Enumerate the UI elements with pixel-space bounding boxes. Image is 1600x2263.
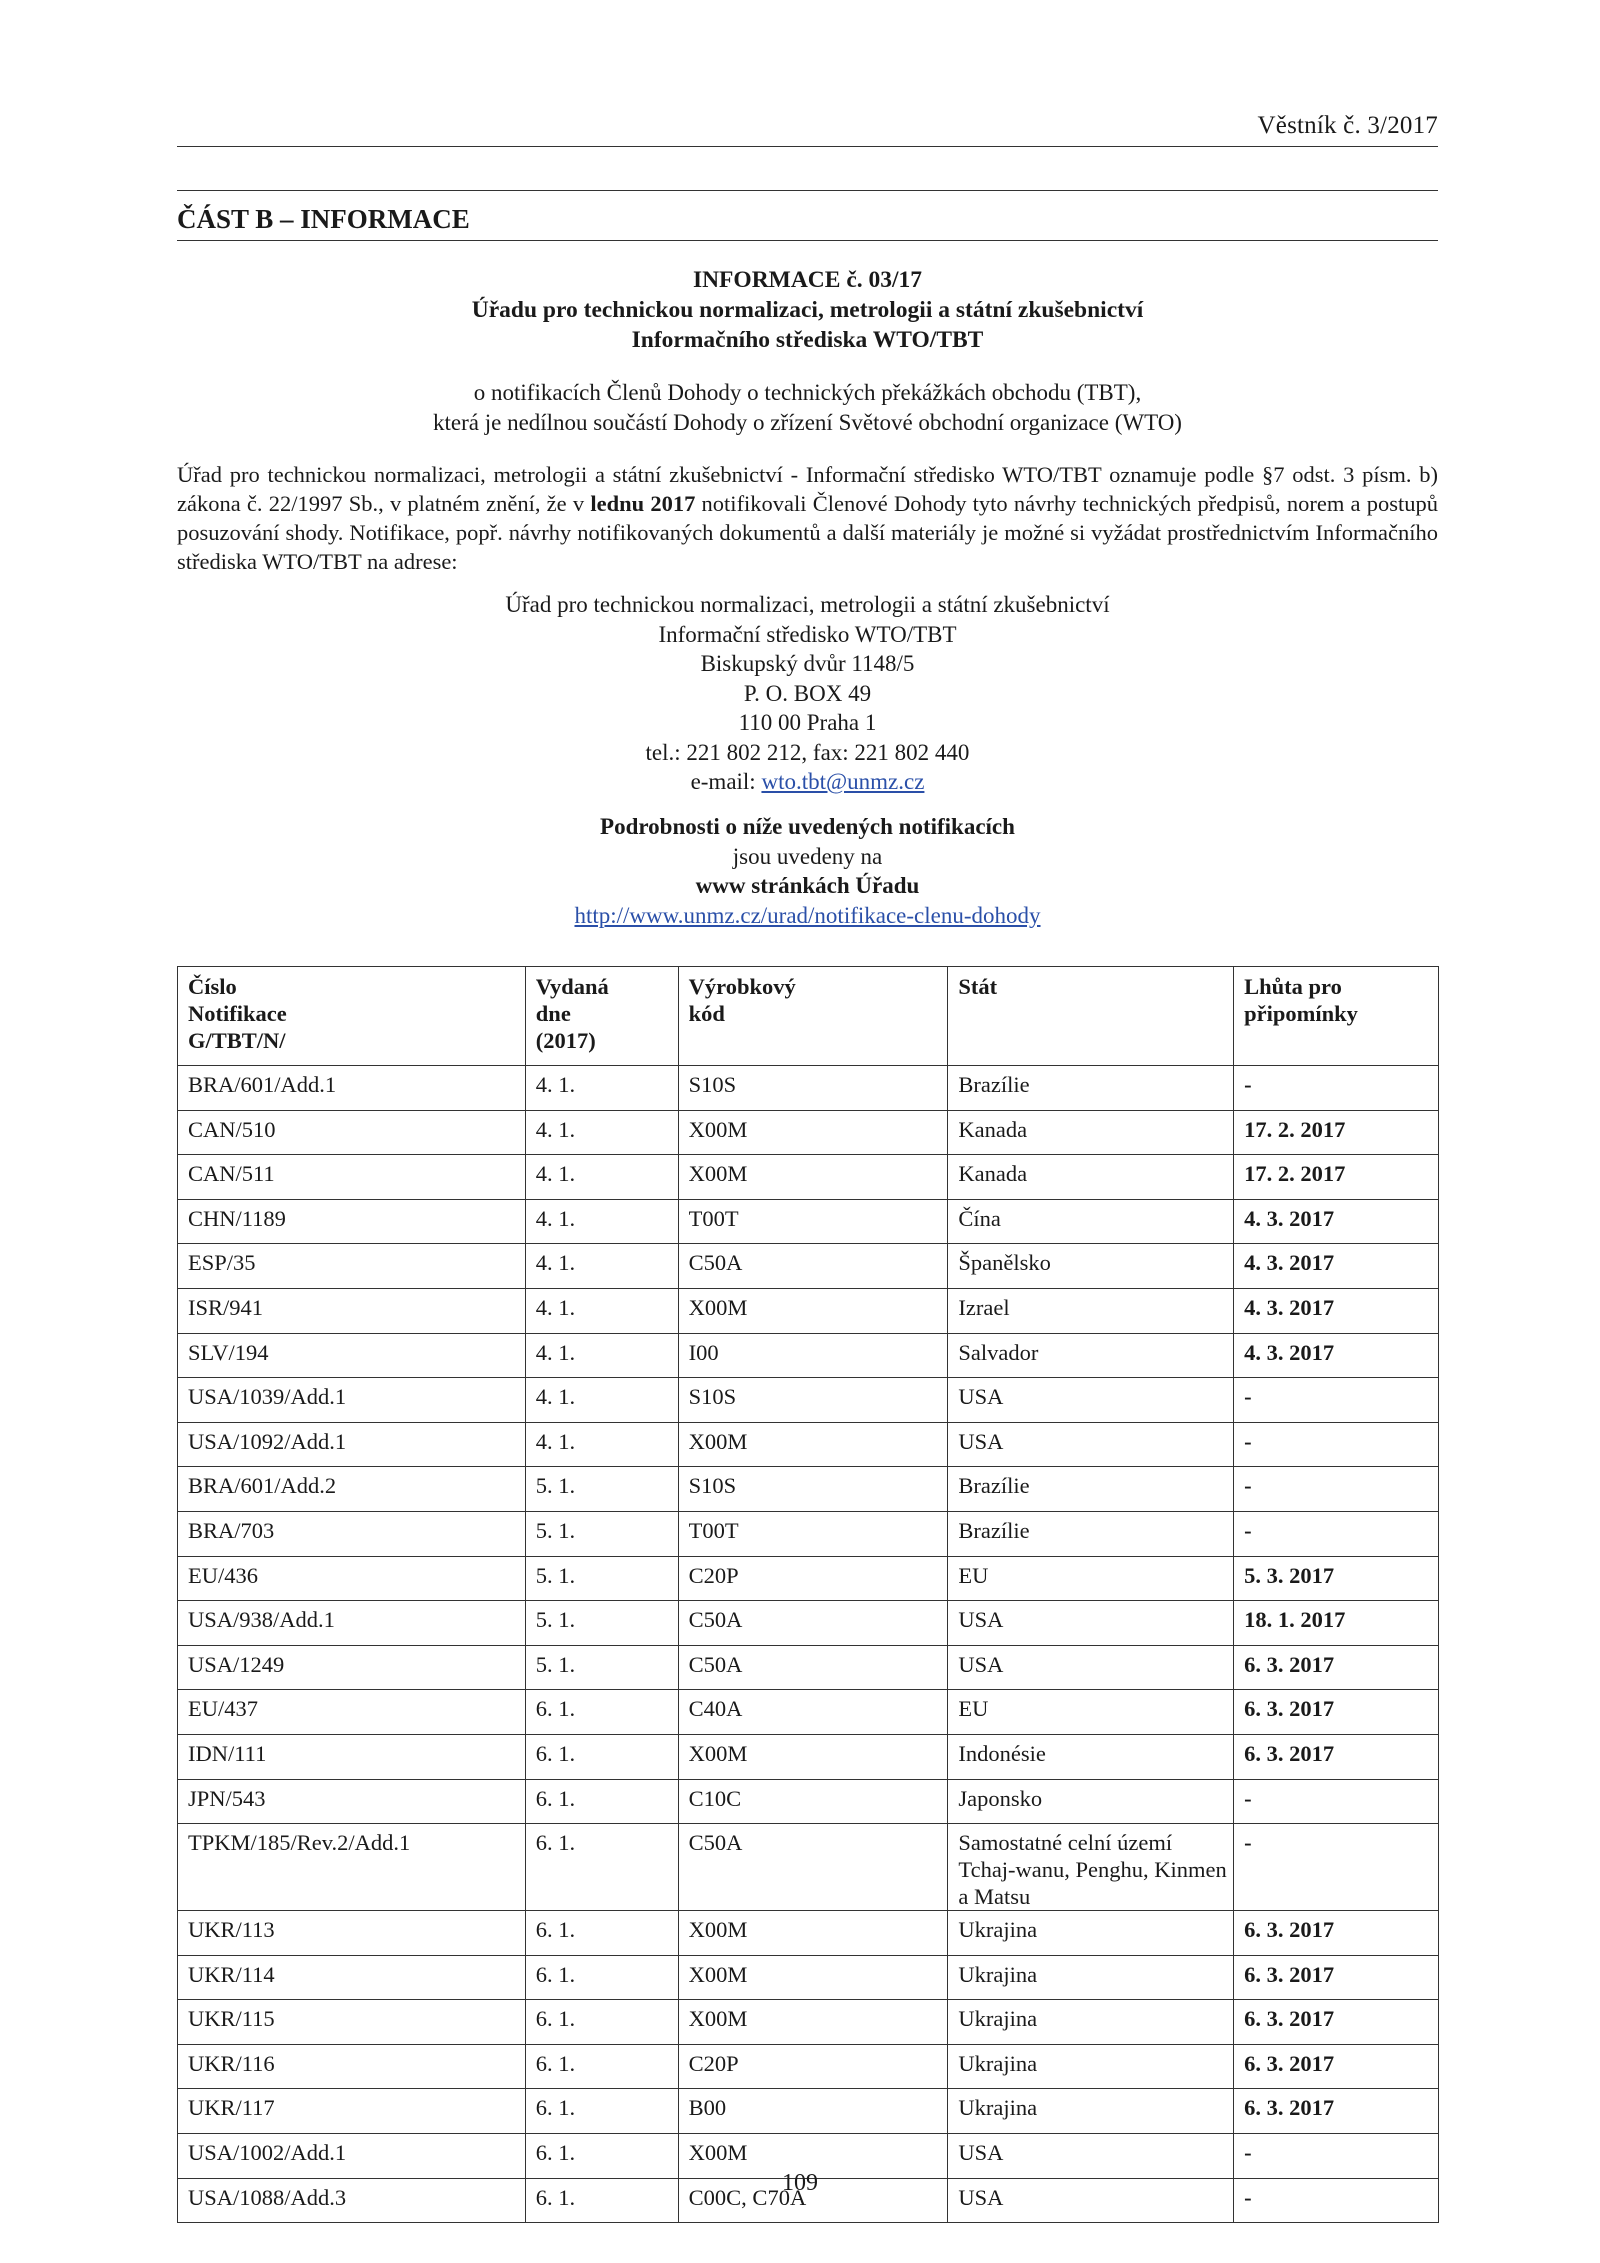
page-number: 109: [782, 2170, 818, 2196]
header-line: kód: [688, 1001, 725, 1026]
product-code-cell: X00M: [678, 1911, 948, 1956]
details-text: jsou uvedeny na: [732, 843, 883, 869]
notification-number-cell: UKR/115: [178, 2000, 526, 2045]
header-notification-number: [178, 967, 526, 1066]
info-center: Informačního střediska WTO/TBT: [631, 327, 984, 353]
section-bottom-rule: [177, 240, 1438, 241]
header-product-code: [678, 967, 948, 1066]
table-row: [178, 1066, 1439, 1111]
header-line: Stát: [958, 974, 998, 999]
deadline-cell: 6. 3. 2017: [1234, 1911, 1439, 1956]
table-row: [178, 1824, 1439, 1911]
table-row: [178, 1645, 1439, 1690]
issued-date-cell: 5. 1.: [525, 1556, 678, 1601]
deadline-cell: 6. 3. 2017: [1234, 1734, 1439, 1779]
details-url-link[interactable]: http://www.unmz.cz/urad/notifikace-clenu-dohody: [574, 902, 1041, 928]
product-code-cell: B00: [678, 2089, 948, 2134]
section-top-rule: [177, 190, 1438, 191]
journal-header: Věstník č. 3/2017: [1257, 112, 1438, 139]
notification-number-cell: ESP/35: [178, 1244, 526, 1289]
table-row: [178, 1511, 1439, 1556]
product-code-cell: X00M: [678, 1288, 948, 1333]
country-cell: Kanada: [948, 1155, 1234, 1200]
deadline-cell: -: [1234, 1066, 1439, 1111]
deadline-cell: 6. 3. 2017: [1234, 2089, 1439, 2134]
notification-number-cell: SLV/194: [178, 1333, 526, 1378]
info-office: Úřadu pro technickou normalizaci, metrologii a státní zkušebnictví: [471, 297, 1144, 323]
info-sub-line: která je nedílnou součástí Dohody o zřízení Světové obchodní organizace (WTO): [433, 410, 1182, 435]
country-cell: Indonésie: [948, 1734, 1234, 1779]
country-cell: Ukrajina: [948, 1955, 1234, 2000]
product-code-cell: X00M: [678, 1955, 948, 2000]
deadline-cell: 6. 3. 2017: [1234, 2000, 1439, 2045]
deadline-cell: -: [1234, 2178, 1439, 2223]
header-comment-deadline: [1234, 967, 1439, 1066]
issued-date-cell: 6. 1.: [525, 1734, 678, 1779]
header-issued-date: [525, 967, 678, 1066]
issued-date-cell: 6. 1.: [525, 2134, 678, 2179]
table-row: [178, 2000, 1439, 2045]
deadline-cell: -: [1234, 1779, 1439, 1824]
deadline-cell: 6. 3. 2017: [1234, 1955, 1439, 2000]
details-block: [177, 812, 1438, 930]
deadline-cell: 6. 3. 2017: [1234, 1690, 1439, 1735]
address-line: Informační středisko WTO/TBT: [658, 621, 957, 647]
header-line: dne: [535, 1001, 571, 1026]
notification-number-cell: USA/1249: [178, 1645, 526, 1690]
intro-paragraph: [177, 460, 1438, 576]
product-code-cell: X00M: [678, 1422, 948, 1467]
country-cell: Samostatné celní území Tchaj-wanu, Penghu, Kinmen a Matsu: [948, 1824, 1234, 1911]
notification-number-cell: ISR/941: [178, 1288, 526, 1333]
issued-date-cell: 4. 1.: [525, 1066, 678, 1111]
product-code-cell: T00T: [678, 1511, 948, 1556]
table-row: [178, 1422, 1439, 1467]
deadline-cell: -: [1234, 2134, 1439, 2179]
notification-number-cell: EU/436: [178, 1556, 526, 1601]
section-title: ČÁST B – INFORMACE: [177, 204, 470, 234]
deadline-cell: -: [1234, 1511, 1439, 1556]
issued-date-cell: 6. 1.: [525, 2178, 678, 2223]
table-row: [178, 1199, 1439, 1244]
info-heading: [177, 265, 1438, 355]
deadline-cell: 4. 3. 2017: [1234, 1244, 1439, 1289]
address-line: P. O. BOX 49: [743, 680, 872, 706]
notification-number-cell: UKR/113: [178, 1911, 526, 1956]
notification-number-cell: IDN/111: [178, 1734, 526, 1779]
header-line: Vydaná: [535, 974, 609, 999]
deadline-cell: 4. 3. 2017: [1234, 1288, 1439, 1333]
table-row: [178, 2044, 1439, 2089]
country-cell: Ukrajina: [948, 2000, 1234, 2045]
issued-date-cell: 4. 1.: [525, 1422, 678, 1467]
country-cell: EU: [948, 1690, 1234, 1735]
product-code-cell: C20P: [678, 2044, 948, 2089]
table-row: [178, 1244, 1439, 1289]
notification-number-cell: UKR/117: [178, 2089, 526, 2134]
intro-text: notifikovali Členové Dohody tyto návrhy technických předpisů, norem a postupů posuzování shody. Notifikace, popř. návrhy notifikovaných dokumentů a další materiály je možné si vyžádat prostřednictvím Informačního střediska WTO/TBT na adrese:: [177, 491, 1438, 574]
issued-date-cell: 5. 1.: [525, 1645, 678, 1690]
table-row: [178, 1467, 1439, 1512]
country-cell: Izrael: [948, 1288, 1234, 1333]
address-block: [177, 590, 1438, 797]
details-website: www stránkách Úřadu: [695, 873, 920, 898]
issued-date-cell: 4. 1.: [525, 1378, 678, 1423]
header-country: [948, 967, 1234, 1066]
country-cell: EU: [948, 1556, 1234, 1601]
deadline-cell: -: [1234, 1824, 1439, 1911]
email-link[interactable]: wto.tbt@unmz.cz: [761, 769, 925, 794]
address-line: Úřad pro technickou normalizaci, metrologii a státní zkušebnictví: [505, 592, 1110, 617]
country-cell: Španělsko: [948, 1244, 1234, 1289]
notification-number-cell: CHN/1189: [178, 1199, 526, 1244]
info-sub-line: o notifikacích Členů Dohody o technických překážkách obchodu (TBT),: [473, 380, 1142, 405]
deadline-cell: 4. 3. 2017: [1234, 1333, 1439, 1378]
country-cell: USA: [948, 1601, 1234, 1646]
intro-text: Úřad pro technickou normalizaci, metrologii a státní zkušebnictví - Informační středisko WTO/TBT oznamuje podle §7 odst. 3 písm. b) zákona č. 22/1997 Sb., v platném znění, že v: [177, 462, 1438, 516]
deadline-cell: 6. 3. 2017: [1234, 1645, 1439, 1690]
notification-number-cell: USA/1039/Add.1: [178, 1378, 526, 1423]
notification-number-cell: BRA/601/Add.2: [178, 1467, 526, 1512]
header-line: Číslo: [188, 974, 237, 999]
header-line: Lhůta pro: [1244, 974, 1342, 999]
issued-date-cell: 6. 1.: [525, 2089, 678, 2134]
header-line: (2017): [535, 1028, 596, 1053]
address-line: 110 00 Praha 1: [738, 710, 877, 735]
country-cell: USA: [948, 1378, 1234, 1423]
notification-number-cell: BRA/601/Add.1: [178, 1066, 526, 1111]
product-code-cell: C50A: [678, 1244, 948, 1289]
issued-date-cell: 6. 1.: [525, 1911, 678, 1956]
notification-number-cell: EU/437: [178, 1690, 526, 1735]
table-row: [178, 1155, 1439, 1200]
issued-date-cell: 6. 1.: [525, 1779, 678, 1824]
info-subtitle: [177, 378, 1438, 438]
email-line: [177, 767, 1438, 797]
notification-number-cell: USA/1002/Add.1: [178, 2134, 526, 2179]
table-body: [178, 1066, 1439, 2223]
country-cell: Kanada: [948, 1110, 1234, 1155]
table-row: [178, 1288, 1439, 1333]
notification-number-cell: JPN/543: [178, 1779, 526, 1824]
product-code-cell: X00M: [678, 2000, 948, 2045]
country-cell: USA: [948, 2134, 1234, 2179]
issued-date-cell: 6. 1.: [525, 1690, 678, 1735]
notification-number-cell: CAN/511: [178, 1155, 526, 1200]
notification-number-cell: BRA/703: [178, 1511, 526, 1556]
table-row: [178, 1601, 1439, 1646]
product-code-cell: X00M: [678, 1155, 948, 1200]
country-cell: Ukrajina: [948, 1911, 1234, 1956]
deadline-cell: -: [1234, 1378, 1439, 1423]
notification-number-cell: USA/938/Add.1: [178, 1601, 526, 1646]
deadline-cell: 18. 1. 2017: [1234, 1601, 1439, 1646]
country-cell: USA: [948, 2178, 1234, 2223]
issued-date-cell: 4. 1.: [525, 1288, 678, 1333]
product-code-cell: C40A: [678, 1690, 948, 1735]
issued-date-cell: 5. 1.: [525, 1601, 678, 1646]
issued-date-cell: 4. 1.: [525, 1244, 678, 1289]
notification-number-cell: CAN/510: [178, 1110, 526, 1155]
table-row: [178, 1779, 1439, 1824]
deadline-cell: 5. 3. 2017: [1234, 1556, 1439, 1601]
product-code-cell: C50A: [678, 1824, 948, 1911]
address-line: Biskupský dvůr 1148/5: [700, 651, 915, 676]
issued-date-cell: 5. 1.: [525, 1511, 678, 1556]
deadline-cell: -: [1234, 1467, 1439, 1512]
intro-month: lednu 2017: [590, 491, 696, 516]
header-rule: [177, 146, 1438, 147]
product-code-cell: S10S: [678, 1378, 948, 1423]
notification-number-cell: USA/1088/Add.3: [178, 2178, 526, 2223]
header-line: Notifikace: [188, 1001, 287, 1026]
product-code-cell: I00: [678, 1333, 948, 1378]
product-code-cell: C10C: [678, 1779, 948, 1824]
deadline-cell: 17. 2. 2017: [1234, 1110, 1439, 1155]
deadline-cell: 6. 3. 2017: [1234, 2044, 1439, 2089]
issued-date-cell: 4. 1.: [525, 1333, 678, 1378]
deadline-cell: -: [1234, 1422, 1439, 1467]
product-code-cell: X00M: [678, 1110, 948, 1155]
product-code-cell: C20P: [678, 1556, 948, 1601]
product-code-cell: X00M: [678, 2134, 948, 2179]
email-label: e-mail:: [690, 769, 762, 794]
address-line: tel.: 221 802 212, fax: 221 802 440: [645, 739, 970, 765]
notification-number-cell: UKR/114: [178, 1955, 526, 2000]
table-row: [178, 1690, 1439, 1735]
notification-number-cell: UKR/116: [178, 2044, 526, 2089]
product-code-cell: C50A: [678, 1645, 948, 1690]
issued-date-cell: 6. 1.: [525, 2044, 678, 2089]
table-header-row: [178, 967, 1439, 1066]
issued-date-cell: 5. 1.: [525, 1467, 678, 1512]
issued-date-cell: 6. 1.: [525, 2000, 678, 2045]
country-cell: Brazílie: [948, 1467, 1234, 1512]
header-line: Výrobkový: [688, 974, 796, 999]
deadline-cell: 17. 2. 2017: [1234, 1155, 1439, 1200]
country-cell: USA: [948, 1645, 1234, 1690]
table-row: [178, 1955, 1439, 2000]
table-row: [178, 1556, 1439, 1601]
issued-date-cell: 6. 1.: [525, 1955, 678, 2000]
notifications-table: [177, 966, 1439, 2223]
table-row: [178, 1378, 1439, 1423]
product-code-cell: S10S: [678, 1467, 948, 1512]
country-cell: Brazílie: [948, 1066, 1234, 1111]
country-cell: USA: [948, 1422, 1234, 1467]
table-row: [178, 2089, 1439, 2134]
country-cell: Brazílie: [948, 1511, 1234, 1556]
details-heading: Podrobnosti o níže uvedených notifikacích: [600, 814, 1015, 839]
table-row: [178, 1911, 1439, 1956]
issued-date-cell: 4. 1.: [525, 1199, 678, 1244]
country-cell: Japonsko: [948, 1779, 1234, 1824]
notification-number-cell: TPKM/185/Rev.2/Add.1: [178, 1824, 526, 1911]
table-row: [178, 1333, 1439, 1378]
notification-number-cell: USA/1092/Add.1: [178, 1422, 526, 1467]
country-cell: Ukrajina: [948, 2044, 1234, 2089]
issued-date-cell: 6. 1.: [525, 1824, 678, 1911]
country-cell: Ukrajina: [948, 2089, 1234, 2134]
product-code-cell: C50A: [678, 1601, 948, 1646]
info-number: INFORMACE č. 03/17: [692, 267, 923, 293]
country-cell: Salvador: [948, 1333, 1234, 1378]
table-row: [178, 1110, 1439, 1155]
table-row: [178, 1734, 1439, 1779]
product-code-cell: T00T: [678, 1199, 948, 1244]
issued-date-cell: 4. 1.: [525, 1110, 678, 1155]
product-code-cell: S10S: [678, 1066, 948, 1111]
deadline-cell: 4. 3. 2017: [1234, 1199, 1439, 1244]
issued-date-cell: 4. 1.: [525, 1155, 678, 1200]
header-line: G/TBT/N/: [188, 1028, 286, 1053]
country-cell: Čína: [948, 1199, 1234, 1244]
product-code-cell: X00M: [678, 1734, 948, 1779]
product-code-cell: C00C, C70A: [678, 2178, 948, 2223]
header-line: připomínky: [1244, 1001, 1358, 1026]
